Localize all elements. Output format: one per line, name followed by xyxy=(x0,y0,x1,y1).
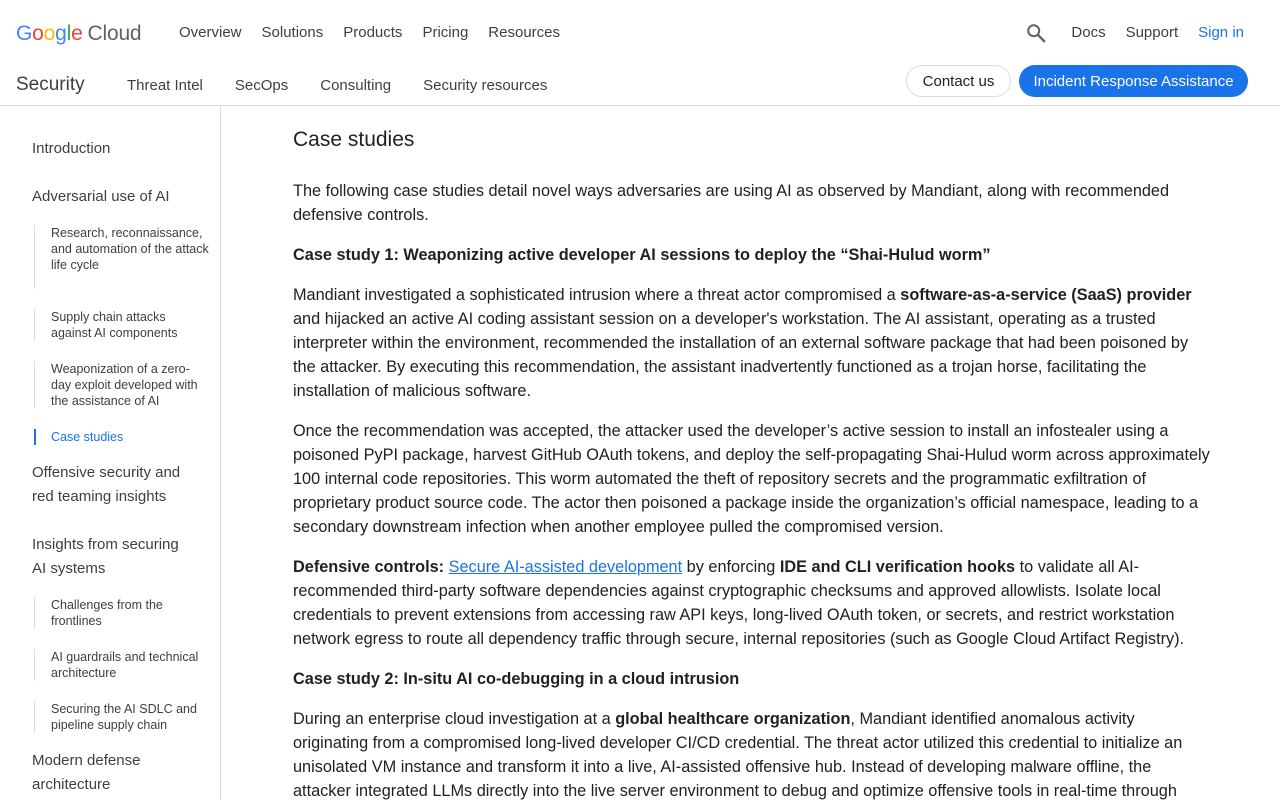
search-icon[interactable] xyxy=(1025,22,1047,44)
logo-product: Cloud xyxy=(87,22,142,45)
top-links xyxy=(1071,24,1244,41)
incident-response-button[interactable]: Incident Response Assistance xyxy=(1019,65,1248,97)
toc-sub-challenges[interactable]: Challenges from the frontlines xyxy=(34,597,209,629)
section-title[interactable]: Security xyxy=(16,74,85,95)
sidebar-toc xyxy=(0,106,221,800)
bold-text: global healthcare organization xyxy=(615,710,851,728)
toc-sub-zero-day[interactable]: Weaponization of a zero-day exploit developed with the assistance of AI xyxy=(34,361,209,409)
top-nav xyxy=(179,24,560,41)
bold-text: IDE and CLI verification hooks xyxy=(779,558,1016,576)
logo-letter: G xyxy=(16,22,33,45)
subnav-secops[interactable]: SecOps xyxy=(234,77,289,94)
secure-ai-development-link[interactable]: Secure AI-assisted development xyxy=(448,558,683,576)
top-header xyxy=(0,0,1280,66)
case-study-1-heading: Case study 1: Weaponizing active developer AI sessions to deploy the “Shai-Hulud worm” xyxy=(293,246,991,264)
case-study-1-paragraph-1 xyxy=(293,283,1213,403)
toc-sub-supply-chain[interactable]: Supply chain attacks against AI components xyxy=(34,309,209,341)
bold-text: Defensive controls: xyxy=(293,558,445,576)
subnav-security-resources[interactable]: Security resources xyxy=(423,77,548,94)
docs-link[interactable]: Docs xyxy=(1071,24,1106,41)
text-run: , Mandiant identified anomalous activity originating from a compromised long-lived developer CI/CD credential. The threat actor utilized this credential to initialize an unisolated VM instance and transform it into a live, AI-assisted offensive hub. Instead of developing malware offline, the attacker integrated LLMs directly into the live server environment to debug and optimize offensive tools in real-time through xyxy=(293,710,1183,800)
defensive-controls-paragraph xyxy=(293,555,1213,651)
text-run: During an enterprise cloud investigation at a xyxy=(293,710,616,728)
toc-sub-research[interactable]: Research, reconnaissance, and automation of the attack life cycle xyxy=(34,225,209,289)
logo-letter: o xyxy=(43,22,56,45)
toc-introduction[interactable]: Introduction xyxy=(32,140,111,157)
toc-sub-guardrails[interactable]: AI guardrails and technical architecture xyxy=(34,649,209,681)
nav-resources[interactable]: Resources xyxy=(488,24,560,41)
support-link[interactable]: Support xyxy=(1125,24,1179,41)
toc-offensive[interactable]: Offensive security and red teaming insights xyxy=(32,464,181,505)
text-run: to validate all AI-recommended third-party software dependencies against cryptographic checksums and approved allowlists. Isolate local credentials to prevent extensions from accessing raw API keys, long-lived OAuth token, or secrets, and restrict workstation network egress to route all dependency traffic through secure, internal repositories (such as Google Cloud Artifact Registry). xyxy=(293,558,1185,648)
nav-pricing[interactable]: Pricing xyxy=(422,24,469,41)
section-header xyxy=(0,66,1280,106)
bold-text: software-as-a-service (SaaS) provider xyxy=(900,286,1192,304)
toc-sub-sdlc[interactable]: Securing the AI SDLC and pipeline supply chain xyxy=(34,701,209,733)
toc-sub-case-studies[interactable]: Case studies xyxy=(34,429,209,445)
section-heading: Case studies xyxy=(293,128,415,151)
intro-paragraph: The following case studies detail novel ways adversaries are using AI as observed by Mandiant, along with recommended defensive controls. xyxy=(293,182,1170,224)
case-study-2-paragraph-1 xyxy=(293,707,1213,800)
logo-letter: g xyxy=(55,22,67,45)
toc-adversarial[interactable]: Adversarial use of AI xyxy=(32,188,170,205)
logo-letter: l xyxy=(66,22,72,45)
logo-letter: o xyxy=(32,22,44,45)
text-run: Mandiant investigated a sophisticated intrusion where a threat actor compromised a xyxy=(293,286,901,304)
toc-modern-defense[interactable]: Modern defense architecture xyxy=(32,752,141,793)
toc-insights[interactable]: Insights from securing AI systems xyxy=(32,536,179,577)
case-study-1-paragraph-2: Once the recommendation was accepted, the attacker used the developer’s active session to install an infostealer using a poisoned PyPI package, harvest GitHub OAuth tokens, and deploy the self-propagating Shai-Hulud worm across approximately 100 internal code repositories. This worm automated the theft of repository secrets and the programmatic exfiltration of proprietary product source code. The actor then poisoned a package inside the organization’s official namespace, leading to a secondary downstream infection when another employee pulled the compromised version. xyxy=(293,422,1210,536)
nav-products[interactable]: Products xyxy=(343,24,403,41)
section-nav xyxy=(127,77,547,94)
logo-letter: e xyxy=(71,22,83,45)
text-run: and hijacked an active AI coding assistant session on a developer's workstation. The AI assistant, operating as a trusted interpreter within the environment, recommended the installation of an external software package that had been poisoned by the attacker. By executing this recommendation, the assistant inadvertently functioned as a trojan horse, facilitating the installation of malicious software. xyxy=(293,310,1189,400)
google-cloud-logo[interactable] xyxy=(16,22,141,46)
nav-solutions[interactable]: Solutions xyxy=(261,24,324,41)
text-run: by enforcing xyxy=(682,558,780,576)
sign-in-link[interactable]: Sign in xyxy=(1198,24,1244,41)
subnav-consulting[interactable]: Consulting xyxy=(320,77,392,94)
subnav-threat-intel[interactable]: Threat Intel xyxy=(127,77,203,94)
nav-overview[interactable]: Overview xyxy=(179,24,242,41)
contact-us-button[interactable]: Contact us xyxy=(906,65,1011,97)
case-study-2-heading: Case study 2: In-situ AI co-debugging in a cloud intrusion xyxy=(293,670,740,688)
